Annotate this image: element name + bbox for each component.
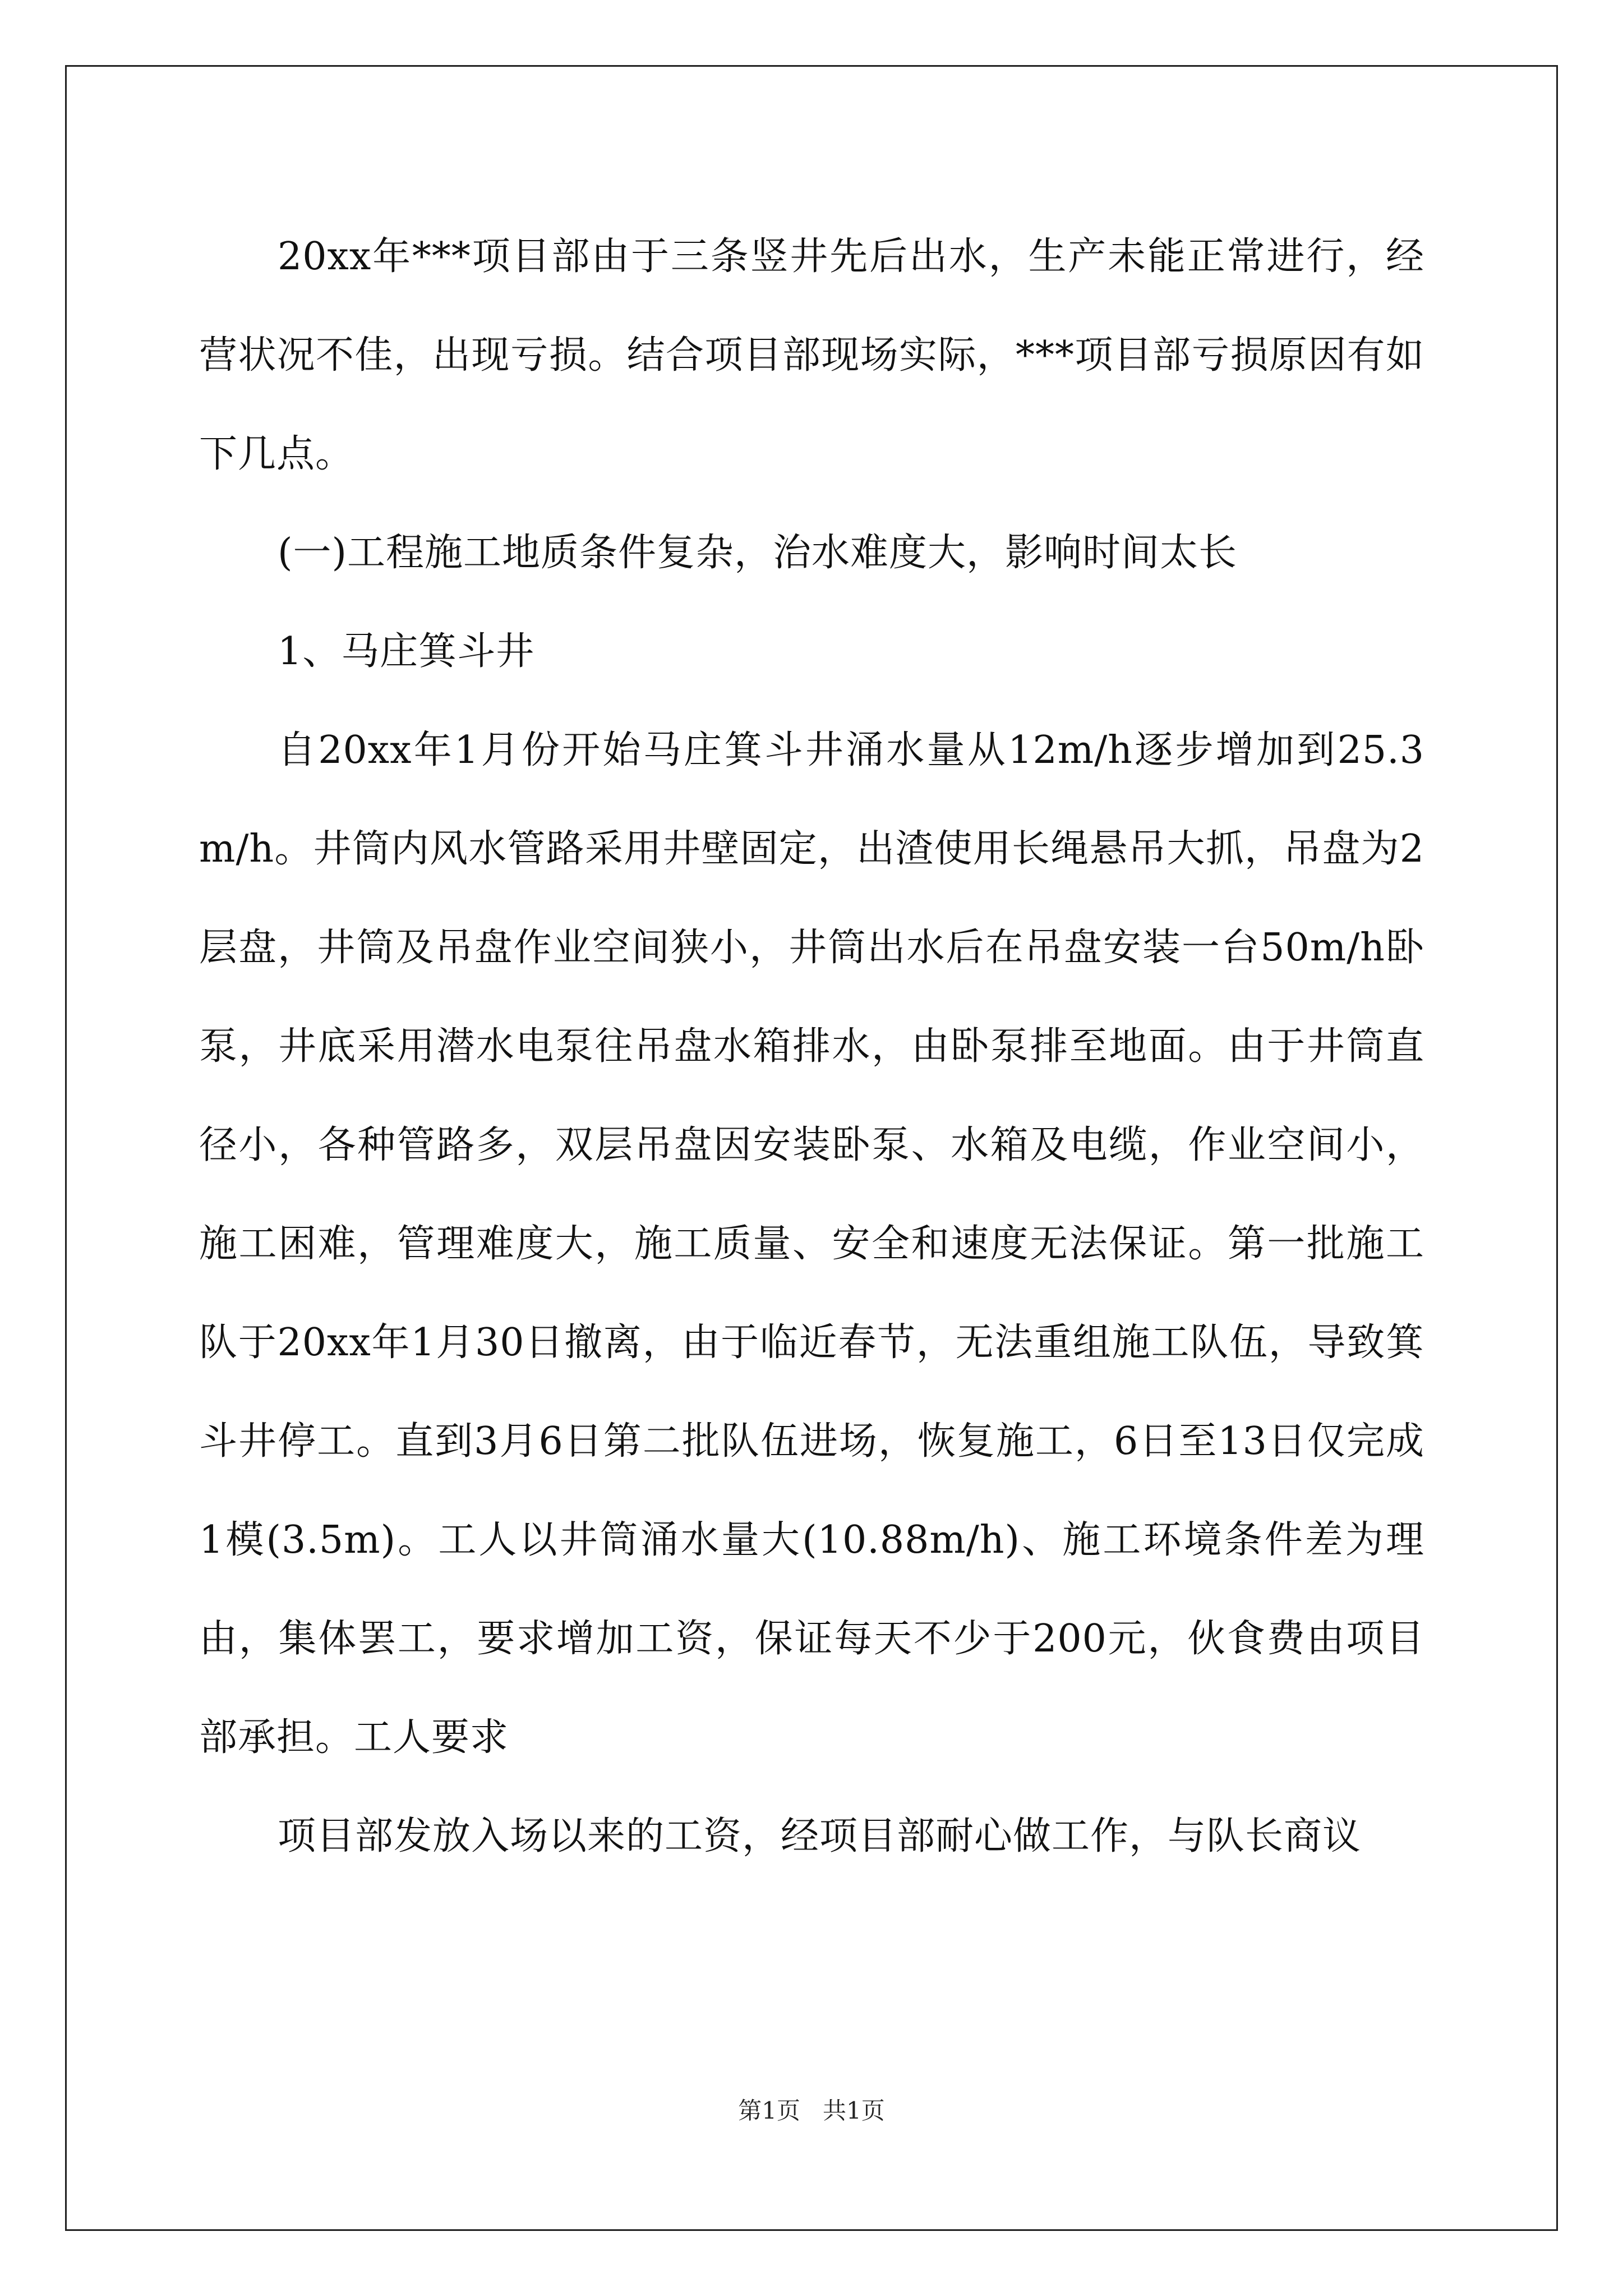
page-footer	[0, 2092, 1623, 2126]
paragraph-continued: 项目部发放入场以来的工资，经项目部耐心做工作，与队长商议	[278, 1814, 1362, 1858]
paragraph-body: 自20xx年1月份开始马庄箕斗井涌水量从12m/h逐步增加到25.3m/h。井筒内风水管路采用井壁固定，出渣使用长绳悬吊大抓，吊盘为2层盘，井筒及吊盘作业空间狭小，井筒出水后在吊盘安装一台50m/h卧泵，井底采用潜水电泵往吊盘水箱排水，由卧泵排至地面。由于井筒直径小，各种管路多，双层吊盘因安装卧泵、水箱及电缆，作业空间小，施工困难，管理难度大，施工质量、安全和速度无法保证。第一批施工队于20xx年1月30日撤离，由于临近春节，无法重组施工队伍，导致箕斗井停工。直到3月6日第二批队伍进场，恢复施工，6日至13日仅完成1模(3.5m)。工人以井筒涌水量大(10.88m/h)、施工环境条件差为理由，集体罢工，要求增加工资，保证每天不少于200元，伙食费由项目部承担。工人要求	[199, 728, 1424, 1760]
subsection-heading: 1、马庄箕斗井	[278, 629, 535, 674]
section-heading: (一)工程施工地质条件复杂，治水难度大，影响时间太长	[278, 531, 1238, 575]
page-total: 共1页	[823, 2097, 885, 2124]
page-number: 第1页	[738, 2097, 800, 2124]
document-body	[199, 208, 1424, 1886]
paragraph-intro: 20xx年***项目部由于三条竖井先后出水，生产未能正常进行，经营状况不佳，出现亏损。结合项目部现场实际，***项目部亏损原因有如下几点。	[199, 234, 1424, 476]
